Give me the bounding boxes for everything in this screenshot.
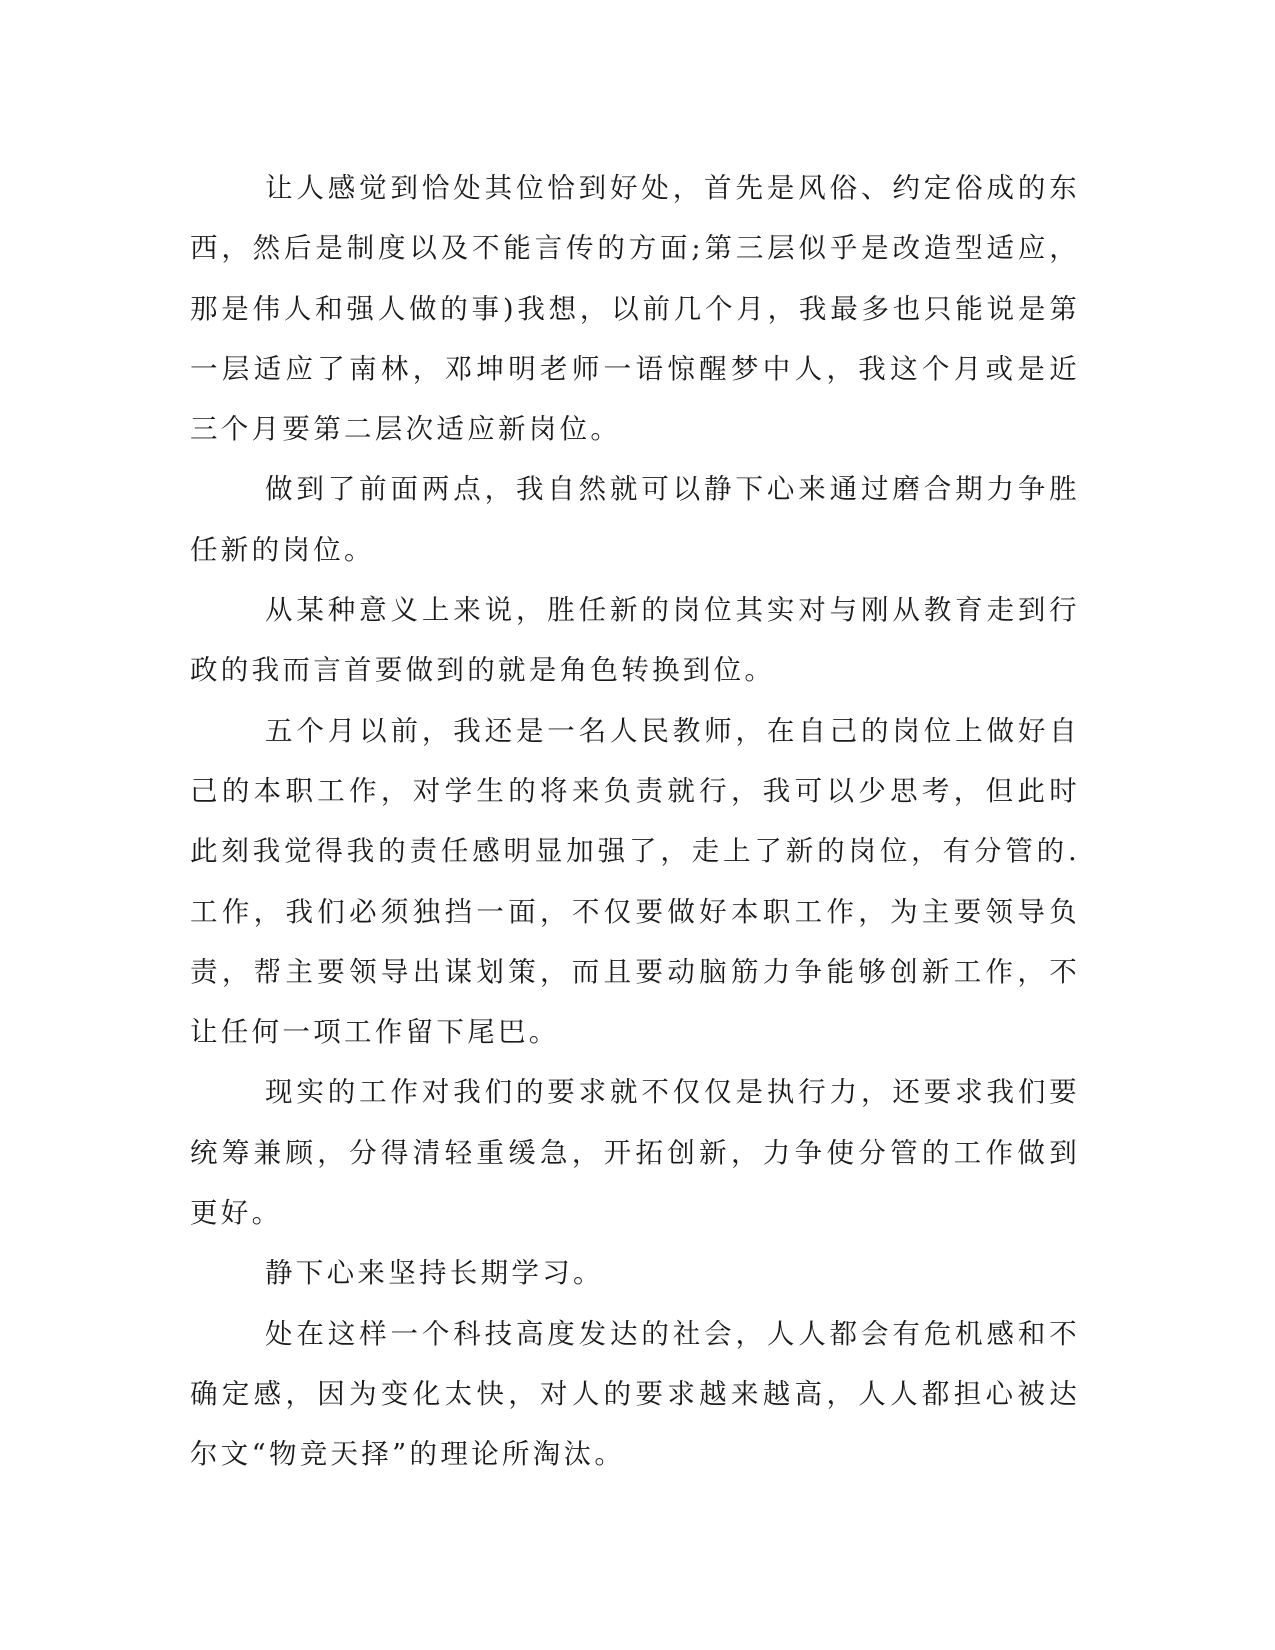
paragraph-7: 处在这样一个科技高度发达的社会，人人都会有危机感和不确定感，因为变化太快，对人的要求越来越高，人人都担心被达尔文“物竞天择”的理论所淘汰。 bbox=[190, 1317, 1080, 1471]
paragraph-5: 现实的工作对我们的要求就不仅仅是执行力，还要求我们要统筹兼顾，分得清轻重缓急，开拓创新，力争使分管的工作做到更好。 bbox=[190, 1076, 1080, 1230]
paragraph-2: 做到了前面两点，我自然就可以静下心来通过磨合期力争胜任新的岗位。 bbox=[190, 473, 1080, 566]
paragraph-6: 静下心来坚持长期学习。 bbox=[265, 1257, 604, 1290]
paragraph-3: 从某种意义上来说，胜任新的岗位其实对与刚从教育走到行政的我而言首要做到的就是角色转换到位。 bbox=[190, 594, 1080, 687]
paragraph-4: 五个月以前，我还是一名人民教师，在自己的岗位上做好自己的本职工作，对学生的将来负责就行，我可以少思考，但此时此刻我觉得我的责任感明显加强了，走上了新的岗位，有分管的.工作，我们必须独挡一面，不仅要做好本职工作，为主要领导负责，帮主要领导出谋划策，而且要动脑筋力争能够创新工作，不让任何一项工作留下尾巴。 bbox=[190, 714, 1080, 1049]
document-body bbox=[190, 158, 1080, 1485]
paragraph-1: 让人感觉到恰处其位恰到好处，首先是风俗、约定俗成的东西，然后是制度以及不能言传的方面;第三层似乎是改造型适应，那是伟人和强人做的事)我想，以前几个月，我最多也只能说是第一层适应了南林，邓坤明老师一语惊醒梦中人，我这个月或是近三个月要第二层次适应新岗位。 bbox=[190, 172, 1080, 446]
